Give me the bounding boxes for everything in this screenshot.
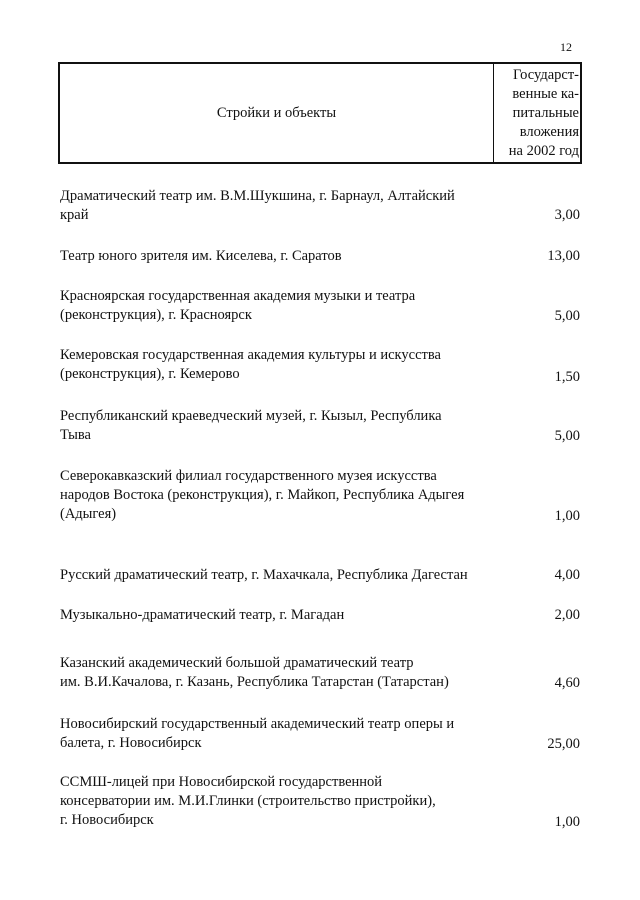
- table-row: [60, 187, 580, 225]
- table-row: [60, 407, 580, 445]
- object-name-line: Театр юного зрителя им. Киселева, г. Саратов: [60, 248, 342, 264]
- object-name: [60, 654, 500, 692]
- table-header: [58, 62, 582, 164]
- object-name: [60, 407, 500, 445]
- investment-value: 3,00: [554, 207, 580, 223]
- page-number: 12: [560, 40, 572, 54]
- object-name-line: (Адыгея): [60, 506, 117, 522]
- investment-value: 4,00: [554, 567, 580, 583]
- object-name-line: (реконструкция), г. Кемерово: [60, 366, 240, 382]
- object-name-line: ССМШ-лицей при Новосибирской государственной: [60, 774, 383, 790]
- object-name: [60, 566, 500, 585]
- object-name-line: консерватории им. М.И.Глинки (строительство пристройки),: [60, 793, 436, 809]
- object-name-line: Новосибирский государственный академический театр оперы и: [60, 716, 455, 732]
- investment-value: 25,00: [547, 736, 580, 752]
- table-row: [60, 773, 580, 830]
- object-name: [60, 606, 500, 625]
- header-column-investments-line: на 2002 год: [508, 142, 579, 159]
- investment-value: 1,00: [554, 508, 580, 524]
- table-row: [60, 287, 580, 325]
- object-name-line: Русский драматический театр, г. Махачкала, Республика Дагестан: [60, 567, 468, 583]
- object-name-line: им. В.И.Качалова, г. Казань, Республика Татарстан (Татарстан): [60, 674, 449, 690]
- object-name-line: Республиканский краеведческий музей, г. Кызыл, Республика: [60, 408, 442, 424]
- investment-value: 1,50: [554, 369, 580, 385]
- object-name: [60, 346, 500, 384]
- object-name-line: г. Новосибирск: [60, 812, 154, 828]
- object-name-line: Кемеровская государственная академия культуры и искусства: [60, 347, 441, 363]
- header-column-investments: [494, 64, 580, 162]
- object-name-line: край: [60, 207, 89, 223]
- header-column-objects: [60, 64, 494, 162]
- object-name: [60, 773, 500, 830]
- object-name-line: (реконструкция), г. Красноярск: [60, 307, 252, 323]
- investment-value: 1,00: [554, 814, 580, 830]
- table-row: [60, 467, 580, 524]
- table-row: [60, 654, 580, 692]
- investment-value: 4,60: [554, 675, 580, 691]
- object-name-line: балета, г. Новосибирск: [60, 735, 202, 751]
- header-column-investments-line: вложения: [519, 123, 579, 140]
- object-name-line: народов Востока (реконструкция), г. Майкоп, Республика Адыгея: [60, 487, 465, 503]
- object-name: [60, 187, 500, 225]
- table-row: [60, 606, 580, 625]
- table-row: [60, 247, 580, 266]
- table-row: [60, 346, 580, 384]
- object-name-line: Казанский академический большой драматический театр: [60, 655, 414, 671]
- table-row: [60, 566, 580, 585]
- header-column-objects-label: Стройки и объекты: [216, 104, 337, 121]
- investment-value: 5,00: [554, 428, 580, 444]
- object-name-line: Драматический театр им. В.М.Шукшина, г. Барнаул, Алтайский: [60, 188, 455, 204]
- header-column-investments-line: питальные: [512, 104, 579, 121]
- object-name: [60, 287, 500, 325]
- object-name-line: Красноярская государственная академия музыки и театра: [60, 288, 416, 304]
- investment-value: 13,00: [547, 248, 580, 264]
- header-column-investments-line: Государст-: [513, 66, 579, 83]
- object-name: [60, 715, 500, 753]
- object-name: [60, 467, 500, 524]
- object-name-line: Музыкально-драматический театр, г. Магадан: [60, 607, 345, 623]
- object-name-line: Северокавказский филиал государственного музея искусства: [60, 468, 437, 484]
- object-name-line: Тыва: [60, 427, 91, 443]
- table-row: [60, 715, 580, 753]
- investment-value: 2,00: [554, 607, 580, 623]
- object-name: [60, 247, 500, 266]
- header-column-investments-line: венные ка-: [512, 85, 579, 102]
- investment-value: 5,00: [554, 308, 580, 324]
